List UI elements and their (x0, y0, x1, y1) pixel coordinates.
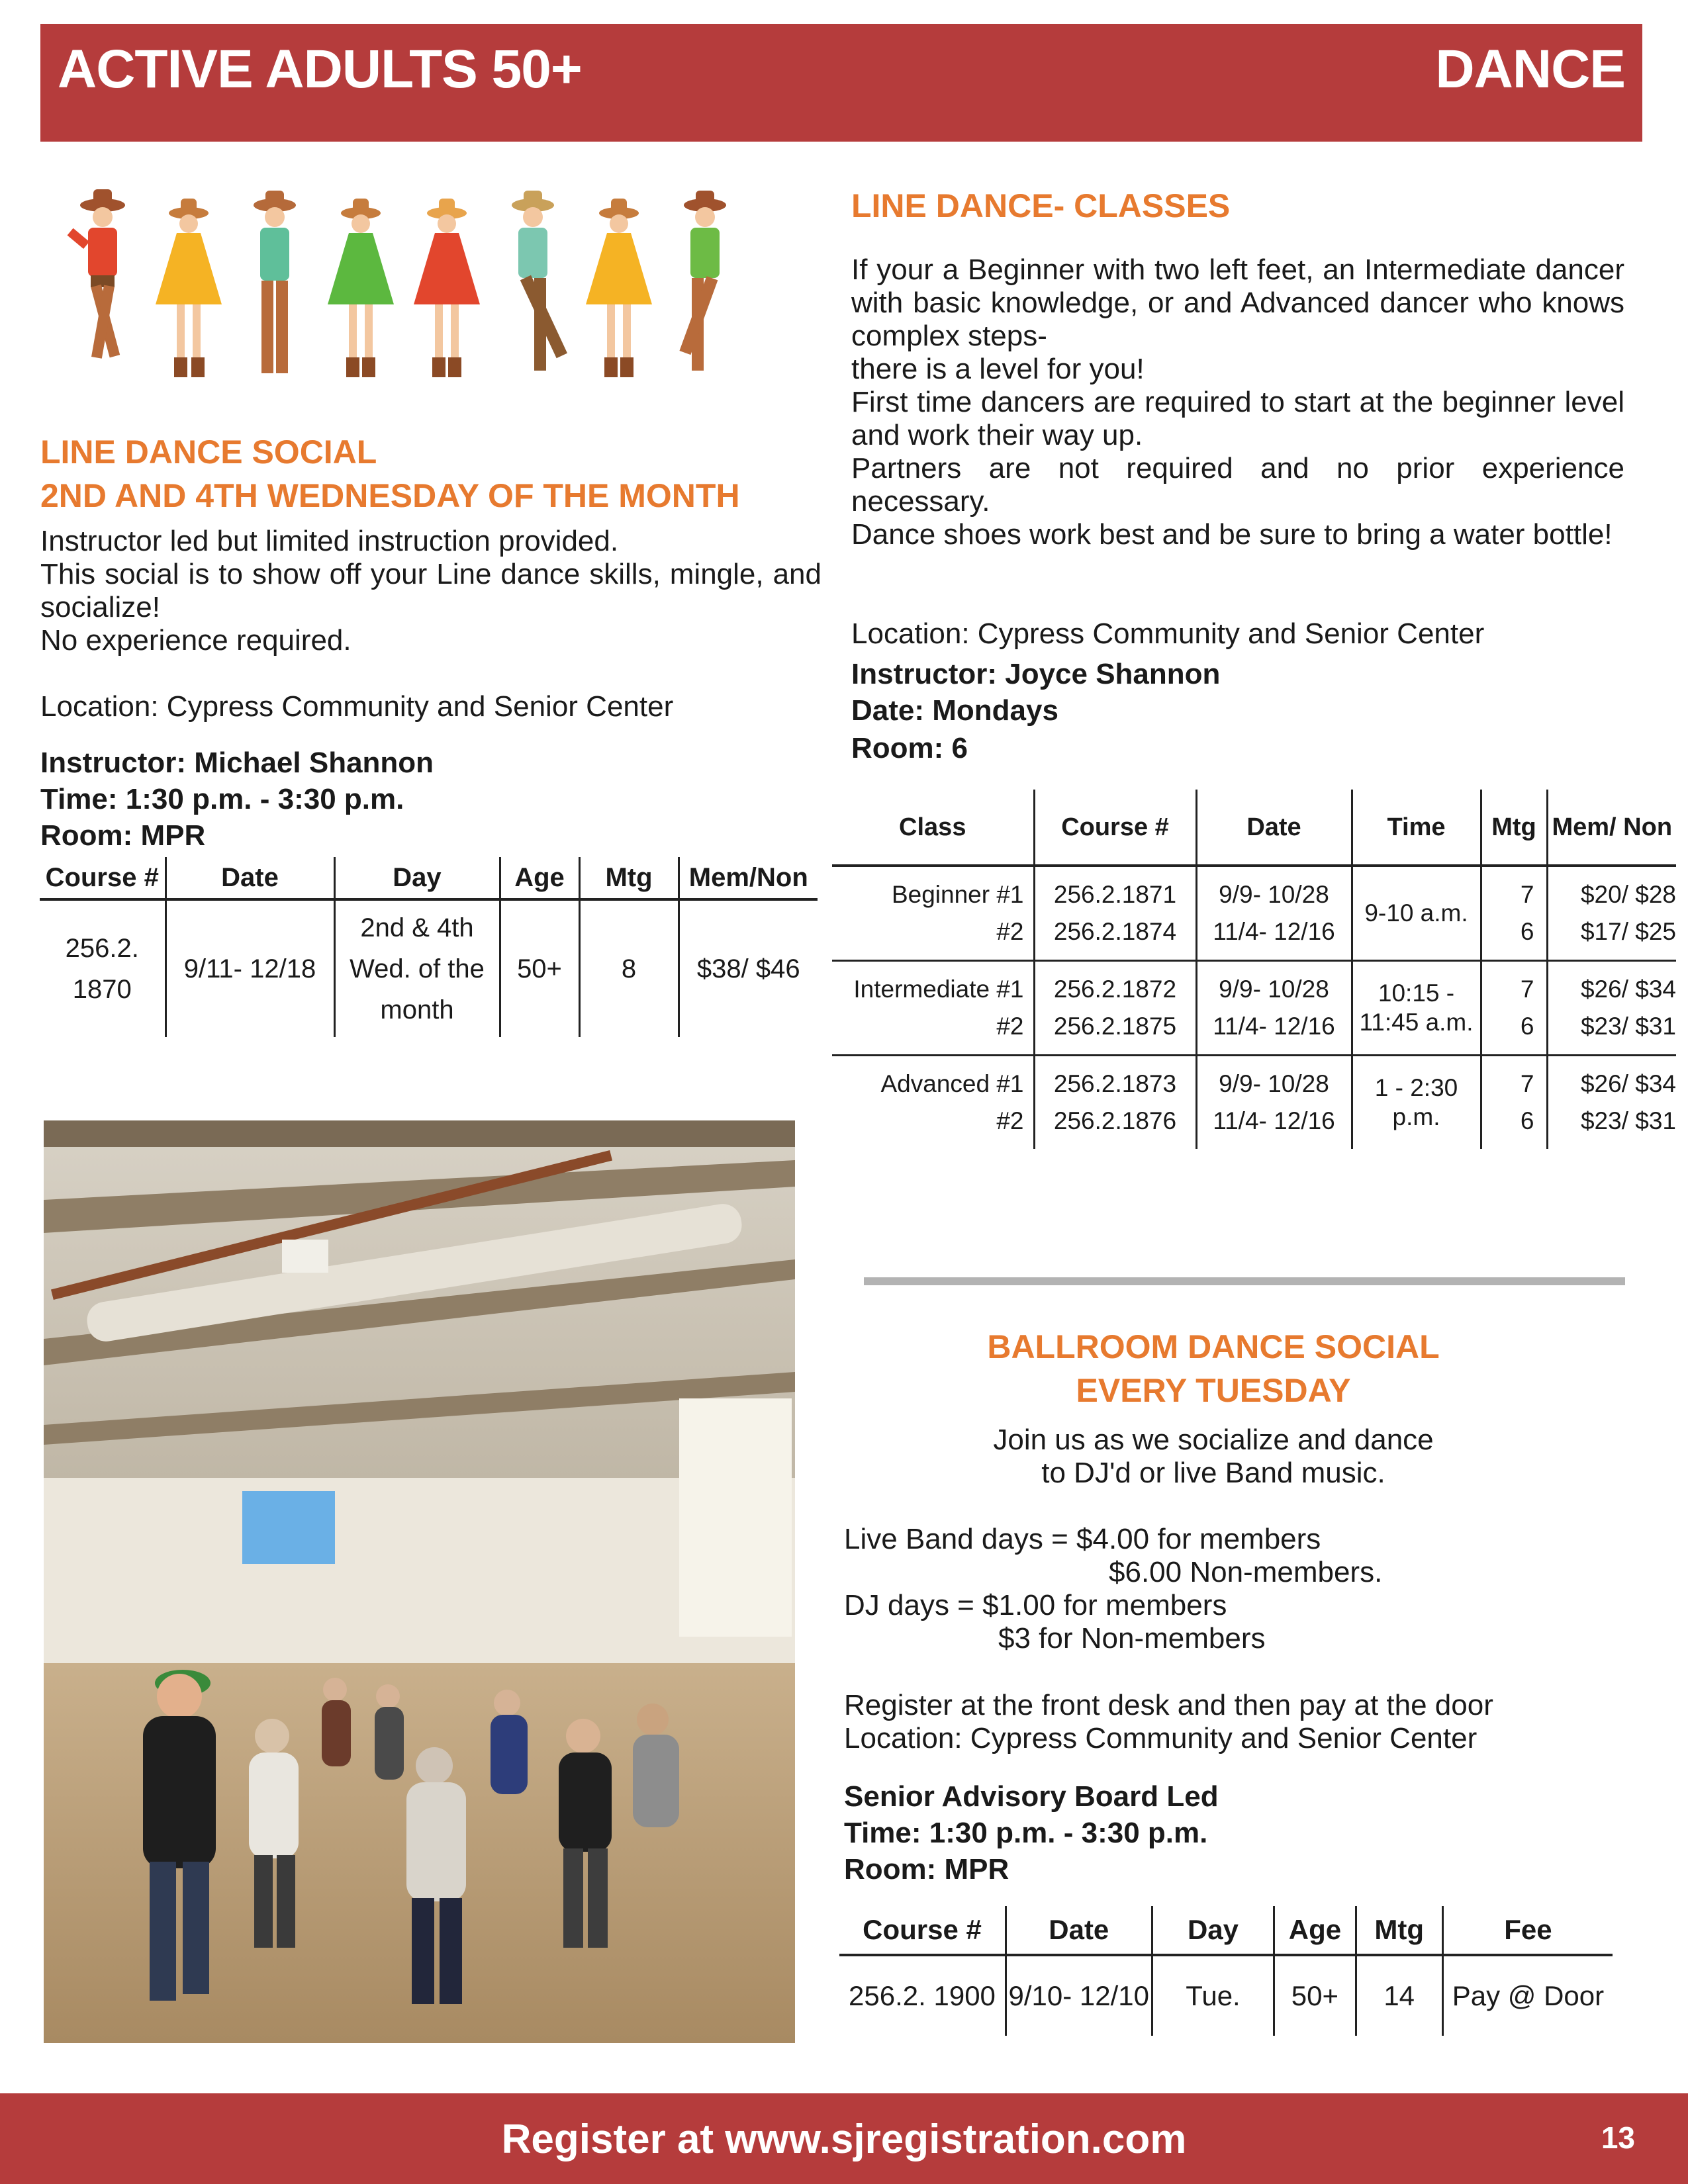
dancer-2 (156, 199, 222, 377)
col-mtg: Mtg (1481, 790, 1547, 866)
cell-mtg: 14 (1356, 1955, 1442, 2036)
cell-class-2: #2 (996, 1107, 1024, 1134)
cell-mtg (1481, 866, 1547, 961)
social-desc-1: Instructor led but limited instruction provided. (40, 525, 619, 557)
ballroom-heading-line1: BALLROOM DANCE SOCIAL (987, 1328, 1440, 1365)
social-desc-2: This social is to show off your Line dance skills, mingle, and socialize! (40, 558, 821, 623)
cell-course-1: 256.2.1873 (1053, 1070, 1177, 1097)
cell-class (832, 866, 1034, 961)
cell-mtg: 8 (579, 899, 679, 1037)
classes-p4: Partners are not required and no prior experience necessary. (851, 452, 1624, 518)
ballroom-dj-non: $3 for Non-members (998, 1622, 1266, 1655)
cell-class-2: #2 (996, 1013, 1024, 1040)
cell-mtg-2: 6 (1520, 918, 1534, 945)
ballroom-heading (839, 1325, 1587, 1412)
cell-course (1034, 961, 1196, 1056)
register-link[interactable]: Register at www.sjregistration.com (501, 2116, 1187, 2162)
classes-heading: LINE DANCE- CLASSES (851, 187, 1231, 224)
dancer-4 (328, 199, 394, 377)
classes-room: Room: 6 (851, 732, 968, 764)
classes-location: Location: Cypress Community and Senior Center (851, 617, 1485, 650)
cell-course-2: 256.2.1876 (1053, 1107, 1177, 1134)
dance-hall-photo (44, 1120, 795, 2043)
cell-time: 1 - 2:30 p.m. (1352, 1056, 1481, 1150)
dancer-6 (512, 191, 567, 371)
social-room: Room: MPR (40, 819, 206, 852)
classes-p2: there is a level for you! (851, 353, 1145, 385)
cell-date (1196, 866, 1352, 961)
cell-course-2: 256.2.1874 (1053, 918, 1177, 945)
cell-date-1: 9/9- 10/28 (1219, 881, 1329, 908)
social-description (40, 525, 821, 657)
section-title: ACTIVE ADULTS 50+ (58, 39, 582, 99)
cell-age: 50+ (500, 899, 579, 1037)
ballroom-register: Register at the front desk and then pay at the door (844, 1689, 1493, 1721)
col-age: Age (500, 857, 579, 899)
cell-fee-2: $23/ $31 (1580, 1013, 1676, 1040)
ballroom-schedule-table (839, 1906, 1613, 2036)
classes-schedule-table (832, 790, 1676, 1149)
cell-mtg (1481, 1056, 1547, 1150)
cell-date (1196, 1056, 1352, 1150)
col-day: Day (1152, 1906, 1274, 1955)
cell-date: 9/11- 12/18 (165, 899, 334, 1037)
cell-date-2: 11/4- 12/16 (1213, 918, 1335, 945)
category-title: DANCE (1435, 39, 1625, 99)
header-bar (40, 24, 1642, 142)
cell-mtg-2: 6 (1520, 1107, 1534, 1134)
cell-course-2: 256.2.1875 (1053, 1013, 1177, 1040)
cell-course: 256.2. 1900 (839, 1955, 1006, 2036)
classes-instructor: Instructor: Joyce Shannon (851, 658, 1221, 690)
col-date: Date (1196, 790, 1352, 866)
cell-course-1: 256.2.1871 (1053, 881, 1177, 908)
cell-mtg (1481, 961, 1547, 1056)
col-date: Date (1006, 1906, 1152, 1955)
col-fee: Fee (1442, 1906, 1613, 1955)
cell-fee-1: $20/ $28 (1580, 881, 1676, 908)
cell-mtg-1: 7 (1520, 881, 1534, 908)
page-number: 13 (1601, 2120, 1635, 2155)
ballroom-heading-line2: EVERY TUESDAY (1076, 1372, 1351, 1409)
cell-date-2: 11/4- 12/16 (1213, 1013, 1335, 1040)
cell-class-1: Advanced #1 (880, 1070, 1024, 1097)
cell-mtg-2: 6 (1520, 1013, 1534, 1040)
cell-fee (1547, 961, 1676, 1056)
ballroom-led: Senior Advisory Board Led (844, 1780, 1219, 1813)
cell-course: 256.2. 1870 (40, 899, 165, 1037)
social-heading-line1: LINE DANCE SOCIAL (40, 433, 377, 471)
col-date: Date (165, 857, 334, 899)
ballroom-dj: DJ days = $1.00 for members (844, 1589, 1227, 1621)
social-location: Location: Cypress Community and Senior Center (40, 690, 674, 723)
cell-date-1: 9/9- 10/28 (1219, 1070, 1329, 1097)
cell-course-1: 256.2.1872 (1053, 976, 1177, 1003)
social-schedule-table (40, 857, 818, 1037)
social-desc-3: No experience required. (40, 624, 352, 657)
col-course (40, 857, 165, 899)
line-dancers-illustration (56, 179, 758, 407)
table-row (40, 899, 818, 1037)
social-heading (40, 430, 855, 518)
cell-date: 9/10- 12/10 (1006, 1955, 1152, 2036)
ballroom-intro-1: Join us as we socialize and dance (993, 1424, 1434, 1456)
ballroom-live-band-non: $6.00 Non-members. (1109, 1556, 1383, 1588)
social-instructor: Instructor: Michael Shannon (40, 747, 434, 779)
cell-class-1: Intermediate #1 (853, 976, 1024, 1003)
table-row (832, 961, 1676, 1056)
table-header-row (832, 790, 1676, 866)
cell-class (832, 1056, 1034, 1150)
col-age: Age (1274, 1906, 1356, 1955)
cell-date-1: 9/9- 10/28 (1219, 976, 1329, 1003)
ballroom-location: Location: Cypress Community and Senior Center (844, 1722, 1477, 1754)
cell-mtg-1: 7 (1520, 976, 1534, 1003)
social-time: Time: 1:30 p.m. - 3:30 p.m. (40, 783, 404, 815)
dancer-7 (586, 199, 652, 377)
cell-fee-2: $23/ $31 (1580, 1107, 1676, 1134)
cell-fee: Pay @ Door (1452, 1980, 1605, 2011)
ballroom-room: Room: MPR (844, 1853, 1009, 1886)
table-header-row (839, 1906, 1613, 1955)
dancer-5 (414, 199, 480, 377)
cell-fee-2: $17/ $25 (1580, 918, 1676, 945)
cell-date-2: 11/4- 12/16 (1213, 1107, 1335, 1134)
dancer-1 (68, 189, 125, 359)
cell-fee: $38/ $46 (696, 954, 800, 983)
ballroom-live-band: Live Band days = $4.00 for members (844, 1523, 1321, 1555)
cell-course (1034, 1056, 1196, 1150)
cell-day: Tue. (1152, 1955, 1274, 2036)
col-mtg: Mtg (579, 857, 679, 899)
cell-time: 10:15 - 11:45 a.m. (1352, 961, 1481, 1056)
cell-fee (1547, 866, 1676, 961)
col-mtg: Mtg (1356, 1906, 1442, 1955)
classes-p3: First time dancers are required to start at the beginner level and work their way up. (851, 386, 1624, 451)
dancer-8 (679, 191, 726, 371)
cell-day: 2nd & 4th Wed. of the month (334, 899, 500, 1037)
cell-date (1196, 961, 1352, 1056)
cell-age: 50+ (1274, 1955, 1356, 2036)
cell-mtg-1: 7 (1520, 1070, 1534, 1097)
classes-date: Date: Mondays (851, 694, 1058, 727)
cell-class (832, 961, 1034, 1056)
dancer-3 (254, 191, 296, 373)
footer-bar (0, 2093, 1688, 2184)
cell-class-1: Beginner #1 (891, 881, 1024, 908)
col-time: Time (1352, 790, 1481, 866)
col-fee: Mem/ Non (1547, 790, 1676, 866)
col-fee: Mem/Non (679, 857, 818, 899)
cell-fee-1: $26/ $34 (1580, 1070, 1676, 1097)
cell-time: 9-10 a.m. (1352, 866, 1481, 961)
social-heading-line2: 2ND AND 4TH WEDNESDAY OF THE MONTH (40, 477, 740, 514)
table-row (832, 1056, 1676, 1150)
cell-course (1034, 866, 1196, 961)
col-course: Course # (1034, 790, 1196, 866)
col-course: Course # (839, 1906, 1006, 1955)
cell-fee-1: $26/ $34 (1580, 976, 1676, 1003)
cell-fee (1547, 1056, 1676, 1150)
table-header-row (40, 857, 818, 899)
col-course-label: Course # (45, 863, 159, 892)
col-day: Day (334, 857, 500, 899)
col-class: Class (832, 790, 1034, 866)
ballroom-intro-2: to DJ'd or live Band music. (1041, 1457, 1385, 1489)
table-row (839, 1955, 1613, 2036)
ballroom-intro (839, 1424, 1587, 1490)
section-divider (864, 1277, 1625, 1285)
ballroom-time: Time: 1:30 p.m. - 3:30 p.m. (844, 1817, 1208, 1849)
cell-class-2: #2 (996, 918, 1024, 945)
classes-p1: If your a Beginner with two left feet, an Intermediate dancer with basic knowledge, or and Advanced dancer who knows complex steps- (851, 253, 1624, 352)
classes-description (851, 253, 1624, 551)
table-row (832, 866, 1676, 961)
classes-p5: Dance shoes work best and be sure to bring a water bottle! (851, 518, 1613, 551)
